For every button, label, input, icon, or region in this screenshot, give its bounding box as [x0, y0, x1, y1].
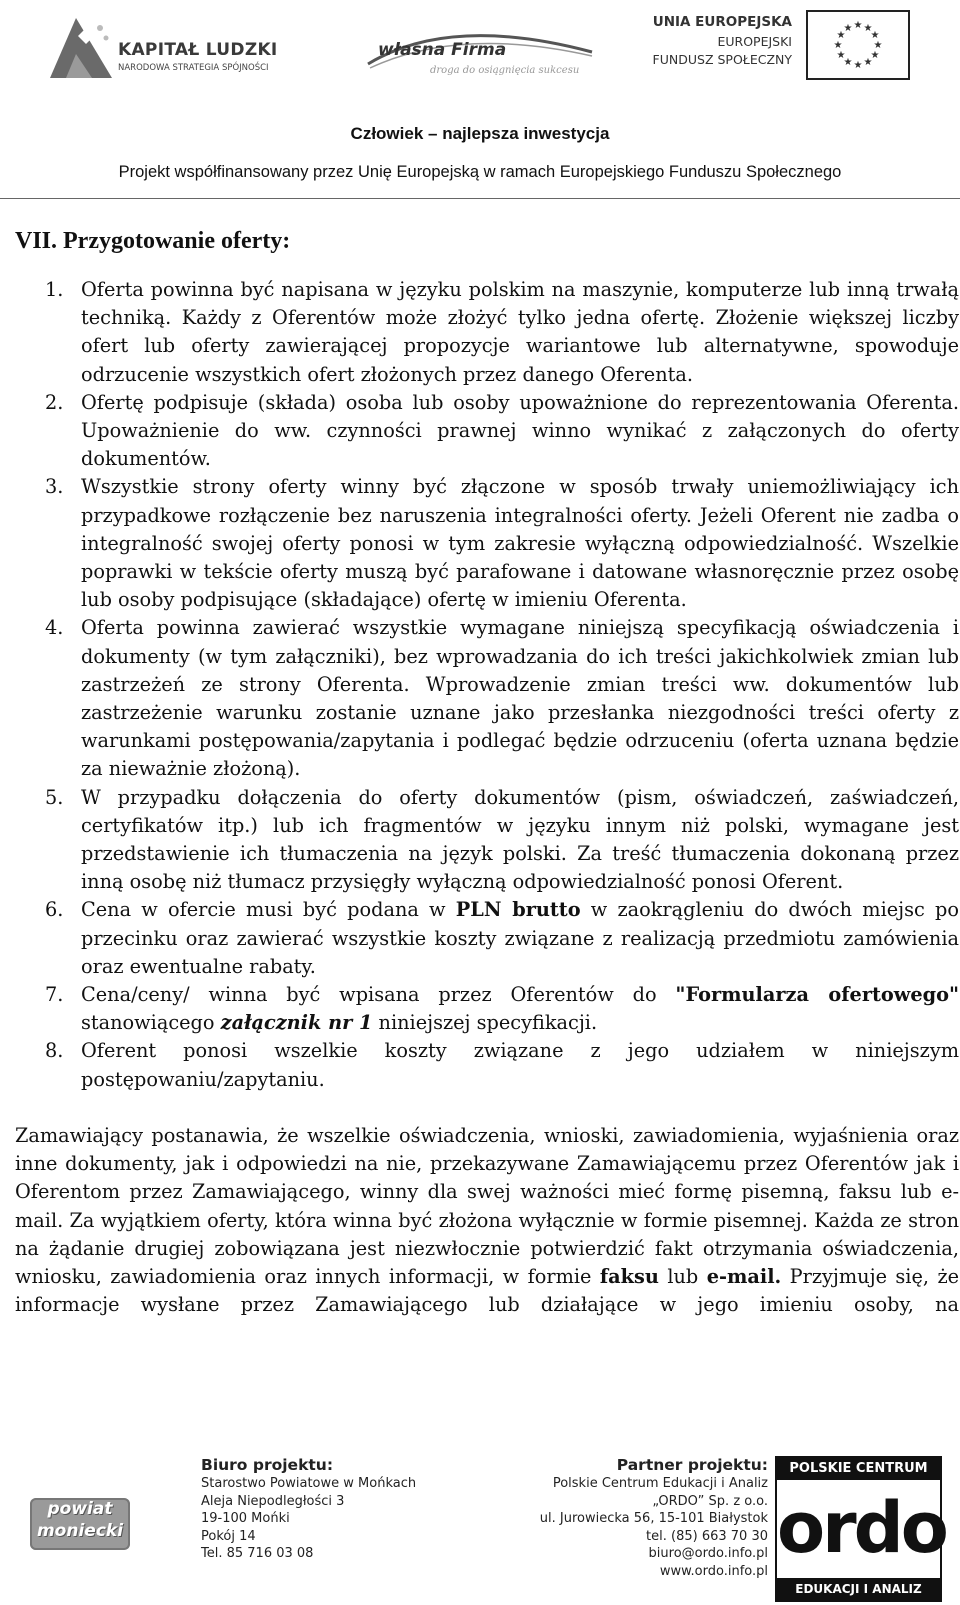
- section-title: VII. Przygotowanie oferty:: [15, 228, 291, 254]
- item-text: Ofertę podpisuje (składa) osoba lub osoby upoważnione do reprezentowania Oferenta. Upoważnienie do ww. czynności prawnej winno wynikać z załączonych do oferty dokumentów.: [81, 390, 959, 471]
- item-number: 6.: [45, 898, 64, 922]
- project-partner-block: [540, 1456, 768, 1580]
- svg-text:★: ★: [836, 50, 846, 61]
- list-item: [15, 614, 959, 783]
- project-office-block: [201, 1456, 416, 1563]
- form-name-emphasis: "Formularza ofertowego": [675, 983, 959, 1007]
- list-item: [15, 981, 959, 1037]
- eu-logo: [652, 10, 910, 80]
- kapital-ludzki-title: KAPITAŁ LUDZKI: [118, 40, 278, 60]
- project-partner-line: biuro@ordo.info.pl: [648, 1546, 768, 1561]
- project-partner-line: www.ordo.info.pl: [659, 1563, 768, 1579]
- ordo-logo-bottom: EDUKACJI I ANALIZ: [777, 1578, 940, 1600]
- item-text: Oferta powinna zawierać wszystkie wymagane niniejszą specyfikacją oświadczenia i dokumenty (w tym załączniki), bez wprowadzania do ich treści jakichkolwiek zmian lub zastrzeżeń ze strony Oferenta. Wprowadzenie zmian treści ww. dokumentów lub zastrzeżenie warunku zostanie uznane jako przesłanka niezgodności treści oferty z warunkami postępowania/zapytania i podlegać będzie odrzuceniu (oferta uznana będzie za nieważnie złożoną).: [81, 616, 959, 781]
- cofinancing-note: Projekt współfinansowany przez Unię Europejską w ramach Europejskiego Funduszu Społecznego: [118, 163, 842, 181]
- paragraph-text: Zamawiający postanawia, że wszelkie oświadczenia, wnioski, zawiadomienia, wyjaśnienia oraz inne dokumenty, jak i odpowiedzi na nie, przekazywane Zamawiającemu przez Oferentów jak i Oferentom przez Zamawiającego, winny dla swej ważności mieć formę pisemną, faksu lub e-mail. Za wyjątkiem oferty, która winna być złożona wyłącznie w formie pisemnej. Każda ze stron na żądanie drugiej zobowiązana jest niezwłocznie potwierdzić fakt otrzymania oświadczenia, wniosku, zawiadomienia oraz innych informacji, w formie: [15, 1123, 959, 1288]
- item-text: Oferta powinna być napisana w języku polskim na maszynie, komputerze lub inną trwałą techniką. Każdy z Oferentów może złożyć tylko jedna ofertę. Złożenie większej liczby ofert lub oferty zawierającej propozycje wariantowe lub alternatywne, spowoduje odrzucenie wszystkich ofert złożonych przez danego Oferenta.: [81, 278, 959, 386]
- item-text: Oferent ponosi wszelkie koszty związane z jego udziałem w niniejszym postępowaniu/zapytaniu.: [81, 1039, 959, 1091]
- eu-line-3: FUNDUSZ SPOŁECZNY: [652, 52, 792, 67]
- item-number: 3.: [45, 475, 64, 499]
- item-text: W przypadku dołączenia do oferty dokumentów (pism, oświadczeń, zaświadczeń, certyfikatów itp.) lub ich fragmentów w języku innym niż polski, wymagane jest przedstawienie ich tłumaczenia na język polski. Za treść tłumaczenia dokonaną przez inną osobę niż tłumacz przysięgły wyłączną odpowiedzialność ponosi Oferent.: [81, 785, 959, 894]
- powiat-moniecki-logo: [30, 1498, 130, 1550]
- item-text: Wszystkie strony oferty winny być złączone w sposób trwały uniemożliwiający ich przypadkowe rozłączenie bez naruszenia integralności oferty. Jeżeli Oferent nie zadba o integralność swojej oferty ponosi w tym zakresie wyłączną odpowiedzialność. Wszelkie poprawki w tekście oferty muszą być parafowane i datowane własnoręcznie przez osobę lub osoby podpisujące (składające) ofertę w imieniu Oferenta.: [81, 475, 959, 612]
- svg-text:★: ★: [863, 23, 873, 34]
- wlasna-firma-subtitle: droga do osiągnięcia sukcesu: [430, 65, 580, 76]
- item-number: 2.: [45, 390, 64, 414]
- item-number: 7.: [45, 983, 64, 1007]
- item-number: 5.: [45, 785, 64, 809]
- attachment-reference: załącznik nr 1: [220, 1011, 373, 1035]
- svg-text:★: ★: [870, 30, 880, 41]
- powiat-logo-line-1: powiat: [47, 1499, 113, 1519]
- kapital-ludzki-logo: [48, 14, 278, 80]
- project-office-line: Tel. 85 716 03 08: [201, 1546, 314, 1561]
- item-text: niniejszej specyfikacji.: [372, 1011, 598, 1035]
- eu-line-2: EUROPEJSKI: [717, 34, 792, 49]
- eu-line-1: UNIA EUROPEJSKA: [652, 14, 792, 30]
- ordo-logo-wordmark: ordo: [777, 1487, 946, 1569]
- project-office-line: Aleja Niepodległości 3: [201, 1493, 345, 1509]
- paragraph-text: lub: [658, 1264, 707, 1288]
- requirements-list: [15, 276, 959, 1094]
- wlasna-firma-title: własna Firma: [378, 40, 507, 60]
- project-partner-line: Polskie Centrum Edukacji i Analiz: [552, 1476, 768, 1491]
- project-partner-heading: Partner projektu:: [616, 1456, 768, 1474]
- item-number: 1.: [45, 278, 64, 301]
- item-text: w zaokrągleniu do dwóch miejsc po przecinku oraz zawierać wszystkie koszty związane z realizacją przedmiotu zamówienia oraz ewentualne rabaty.: [81, 898, 959, 978]
- svg-text:★: ★: [843, 23, 853, 34]
- project-partner-line: „ORDO” Sp. z o.o.: [652, 1493, 768, 1509]
- item-number: 4.: [45, 616, 64, 640]
- page-header: [0, 0, 960, 200]
- svg-text:★: ★: [873, 40, 883, 51]
- list-item: [15, 473, 959, 614]
- project-office-line: Starostwo Powiatowe w Mońkach: [201, 1476, 417, 1491]
- list-item: [15, 1037, 959, 1093]
- svg-text:★: ★: [836, 30, 846, 41]
- fax-emphasis: faksu: [599, 1264, 659, 1288]
- svg-text:★: ★: [843, 57, 853, 68]
- svg-text:★: ★: [853, 60, 863, 71]
- header-slogan: Człowiek – najlepsza inwestycja: [350, 124, 610, 143]
- project-partner-line: tel. (85) 663 70 30: [646, 1528, 768, 1544]
- ordo-logo-top: POLSKIE CENTRUM: [777, 1458, 940, 1480]
- page-footer: [0, 1448, 960, 1605]
- item-text: stanowiącego: [81, 1011, 221, 1035]
- svg-text:★: ★: [870, 50, 880, 61]
- eu-flag-icon: [806, 10, 910, 80]
- document-body: [15, 226, 959, 1319]
- ordo-logo: [775, 1456, 946, 1602]
- price-currency-emphasis: PLN brutto: [455, 898, 581, 922]
- list-item: [15, 276, 959, 389]
- project-office-line: Pokój 14: [201, 1528, 256, 1544]
- kapital-ludzki-emblem-icon: [48, 14, 114, 80]
- item-text: Cena/ceny/ winna być wpisana przez Oferentów do: [81, 983, 676, 1007]
- list-item: [15, 896, 959, 981]
- item-number: 8.: [45, 1039, 64, 1063]
- project-office-line: 19-100 Mońki: [201, 1511, 290, 1526]
- svg-text:★: ★: [853, 20, 863, 31]
- email-emphasis: e-mail.: [706, 1264, 782, 1288]
- list-item: [15, 389, 959, 474]
- project-office-heading: Biuro projektu:: [201, 1456, 334, 1474]
- kapital-ludzki-subtitle: NARODOWA STRATEGIA SPÓJNOŚCI: [118, 63, 269, 73]
- svg-text:★: ★: [833, 40, 843, 51]
- list-item: [15, 784, 959, 897]
- project-partner-line: ul. Jurowiecka 56, 15-101 Białystok: [539, 1511, 768, 1526]
- communication-paragraph: [15, 1122, 959, 1319]
- wlasna-firma-logo: [360, 22, 600, 82]
- paragraph-text: Przyjmuje się, że informacje wysłane przez Zamawiającego lub działające w jego imieniu osoby, na: [15, 1264, 960, 1317]
- item-text: Cena w ofercie musi być podana w: [81, 898, 456, 922]
- svg-text:★: ★: [863, 57, 873, 68]
- header-divider: [0, 198, 960, 199]
- powiat-logo-line-2: moniecki: [36, 1521, 124, 1541]
